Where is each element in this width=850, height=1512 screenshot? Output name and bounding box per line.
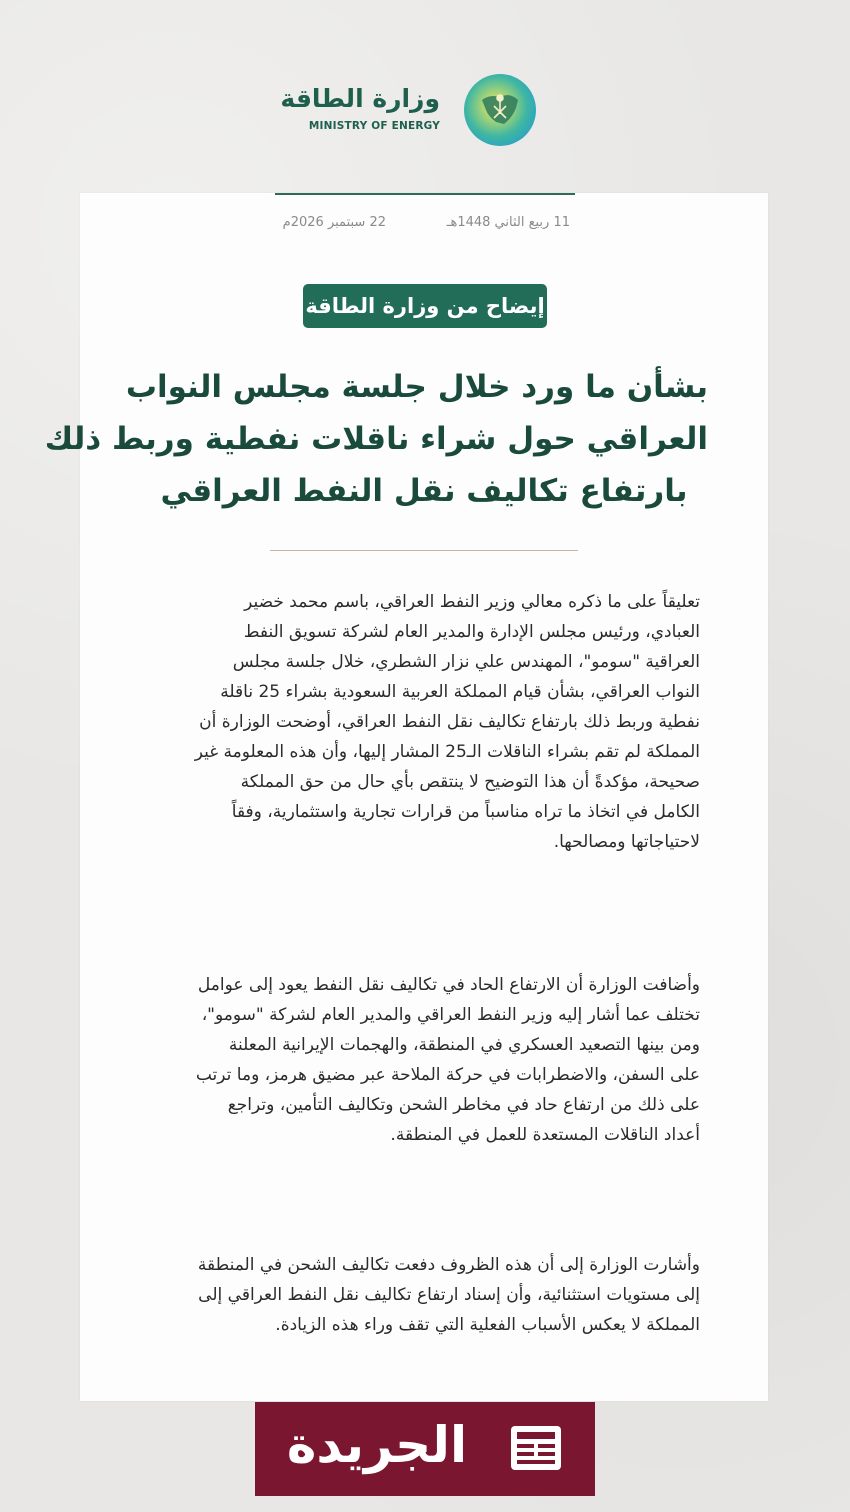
gregorian-date: 22 سبتمبر 2026م [282, 215, 386, 230]
paragraph-line: ومن بينها التصعيد العسكري في المنطقة، والهجمات الإيرانية المعلنة [228, 1035, 700, 1055]
paragraph-1 [149, 587, 700, 857]
paragraph-line: المملكة لا يعكس الأسباب الفعلية التي تقف وراء هذه الزيادة. [275, 1315, 700, 1335]
paragraph-line: وأشارت الوزارة إلى أن هذه الظروف دفعت تكاليف الشحن في المنطقة [197, 1255, 700, 1275]
paragraph-line: تعليقاً على ما ذكره معالي وزير النفط العراقي، باسم محمد خضير [244, 592, 700, 612]
divider [270, 550, 578, 551]
brand-name: الجريدة [286, 1416, 468, 1474]
paragraph-line: على السفن، والاضطرابات في حركة الملاحة عبر مضيق هرمز، وما ترتب [195, 1065, 700, 1085]
logo-english-name: MINISTRY OF ENERGY [308, 120, 440, 132]
paragraph-line: المملكة لم تقم بشراء الناقلات الـ25 المشار إليها، وأن هذه المعلومة غير [194, 742, 700, 762]
paragraph-line: وأضافت الوزارة أن الارتفاع الحاد في تكاليف نقل النفط يعود إلى عوامل [197, 975, 700, 995]
newspaper-icon [507, 1420, 565, 1478]
card-top-line [275, 193, 575, 195]
logo-arabic-name: وزارة الطاقة [280, 84, 440, 113]
paragraph-line: إلى مستويات استثنائية، وأن إسناد ارتفاع تكاليف نقل النفط العراقي إلى [198, 1285, 700, 1305]
paragraph-line: على ذلك من ارتفاع حاد في مخاطر الشحن وتكاليف التأمين، وتراجع [227, 1095, 700, 1115]
paragraph-3 [149, 1250, 700, 1340]
paragraph-2 [149, 970, 700, 1150]
statement-card [44, 193, 768, 1401]
hijri-date: 11 ربيع الثاني 1448هـ [446, 215, 570, 230]
headline [44, 361, 708, 517]
saudi-emblem-icon [460, 70, 540, 150]
paragraph-line: نفطية وربط ذلك بارتفاع تكاليف نقل النفط العراقي، أوضحت الوزارة أن [199, 712, 700, 732]
paragraph-line: النواب العراقي، بشأن قيام المملكة العربية السعودية بشراء 25 ناقلة [220, 682, 700, 702]
paragraph-line: العراقية "سومو"، المهندس علي نزار الشطري، خلال جلسة مجلس [232, 652, 700, 672]
paragraph-line: صحيحة، مؤكدةً أن هذا التوضيح لا ينتقص بأي حال من حق المملكة [240, 772, 700, 792]
paragraph-line: تختلف عما أشار إليه وزير النفط العراقي والمدير العام لشركة "سومو"، [201, 1005, 700, 1025]
headline-line: العراقي حول شراء ناقلات نفطية وربط ذلك [44, 421, 708, 457]
footer-brand [255, 1402, 595, 1496]
paragraph-line: أعداد الناقلات المستعدة للعمل في المنطقة. [390, 1125, 700, 1145]
paragraph-line: لاحتياجاتها ومصالحها. [553, 832, 700, 852]
statement-badge: إيضاح من وزارة الطاقة [303, 284, 547, 328]
paragraph-line: الكامل في اتخاذ ما تراه مناسباً من قرارات تجارية واستثمارية، وفقاً [231, 802, 700, 822]
headline-line: بارتفاع تكاليف نقل النفط العراقي [160, 473, 688, 509]
paragraph-line: العبادي، ورئيس مجلس الإدارة والمدير العام لشركة تسويق النفط [243, 622, 700, 642]
headline-line: بشأن ما ورد خلال جلسة مجلس النواب [125, 369, 708, 405]
ministry-logo [280, 68, 550, 158]
